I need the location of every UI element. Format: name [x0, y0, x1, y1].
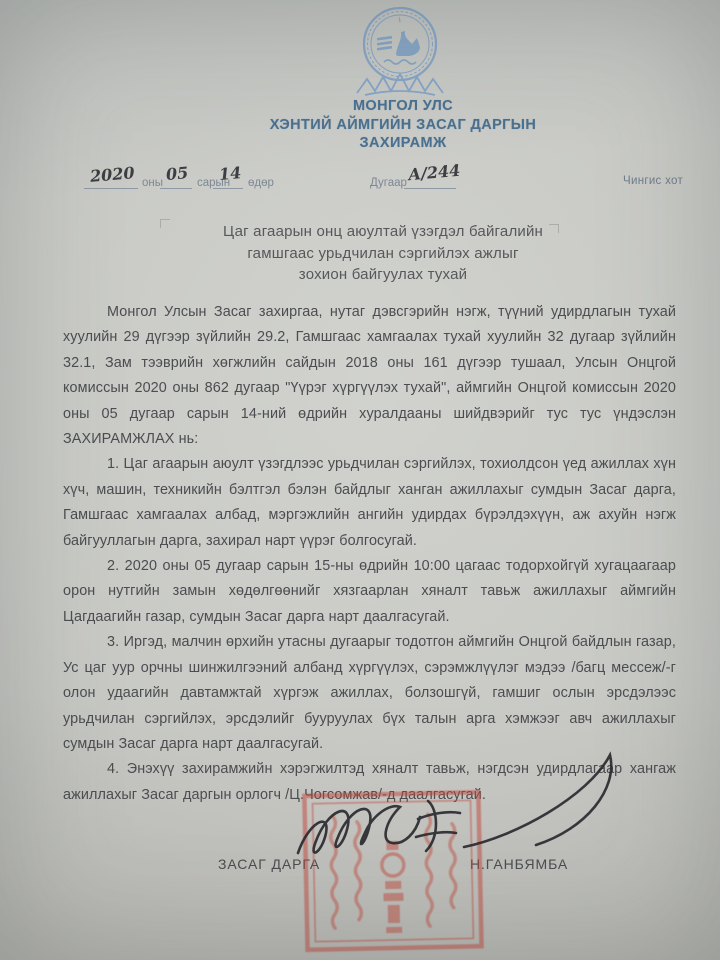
handwritten-doc-number: А/244: [407, 160, 462, 185]
document-type: ЗАХИРАМЖ: [359, 135, 447, 151]
decree-item-2: 2. 2020 оны 05 дугаар сарын 15-ны өдрийн 10:00 цагаас тодорхойгүй хугацаагаар орон нутгийн замын хөдөлгөөнийг хязгаарлан хяналт тавьж ажиллахыг аймгийн Цагдаагийн газар, сумдын Засаг дарга нарт даалгасугай.: [63, 558, 676, 625]
handwritten-month: 05: [165, 163, 190, 184]
signer-title: ЗАСАГ ДАРГА: [218, 856, 321, 872]
city-name: Чингис хот: [623, 175, 684, 187]
day-label: өдөр: [248, 177, 274, 189]
month-blank-line: [160, 187, 192, 189]
decree-body: [63, 300, 676, 808]
year-blank-line: [84, 187, 138, 189]
decree-item-1: 1. Цаг агаарын аюулт үзэгдлээс урьдчилан сэргийлэх, тохиолдсон үед ажиллах хүн хүч, машин, техникийн бэлтгэл бэлэн байдлыг ханган ажиллахыг сумдын Засаг дарга, Гамшгаас хамгаалах албад, мэргэжлийн ангийн удирдах бүрэлдэхүүн, аж ахуйн нэгж байгууллагын дарга, захирал нарт үүрэг болгосугай.: [63, 456, 676, 549]
date-number-line: [0, 160, 720, 203]
subject-line-2: гамшгаас урьдчилан сэргийлэх ажлыг: [247, 244, 519, 262]
country-name: МОНГОЛ УЛС: [352, 98, 454, 114]
mongolia-state-emblem-icon: [339, 3, 461, 97]
day-blank-line: [213, 187, 243, 189]
subject-line-1: Цаг агаарын онц аюултай үзэгдэл байгалийн: [222, 223, 544, 240]
letterhead: [203, 97, 603, 153]
issuing-authority: ХЭНТИЙ АЙМГИЙН ЗАСАГ ДАРГЫН: [269, 116, 537, 133]
signer-name: Н.ГАНБЯМБА: [470, 856, 569, 872]
handwritten-signature-icon: [268, 745, 648, 895]
subject-heading: [168, 221, 598, 286]
handwritten-day: 14: [218, 163, 243, 184]
decree-item-4: 4. Энэхүү захирамжийн хэрэгжилтэд хяналт тавьж, нэгдсэн удирдлагаар хангаж ажиллахыг Засаг даргын орлогч /Ц.Чогсомжав/-д даалгасугай.: [63, 761, 676, 803]
month-label: сарын: [197, 177, 231, 189]
preamble-paragraph: Монгол Улсын Засаг захиргаа, нутаг дэвсгэрийн нэгж, түүний удирдлагын тухай хуулийн 29 дүгээр зүйлийн 29.2, Гамшгаас хамгаалах тухай хуулийн 32 дугаар зүйлийн 32.1, Зам тээврийн хөгжлийн сайдын 2018 оны 161 дүгээр тушаал, Улсын Онцгой комиссын 2020 оны 862 дугаар "Үүрэг хүргүүлэх тухай", аймгийн Онцгой комиссын 2020 оны 05 дугаар сарын 14-ний өдрийн хуралдааны шийдвэрийг тус тус үндэслэн ЗАХИРАМЖЛАХ нь:: [63, 304, 676, 448]
decree-item-3: 3. Иргэд, малчин өрхийн утасны дугаарыг тодотгон аймгийн Онцгой байдлын газар, Ус цаг уур орчны шинжилгээний албанд хүргүүлэх, сэрэмжлүүлэг мэдээ /багц мессеж/-г олон удаагийн давтамжтай хүргэж ажиллах, болзошгүй, гамшиг ослын эрсдэлээс урьдчилан сэргийлэх, эрсдэлийг бууруулах бүх талын арга хэмжээг авч ажиллахыг сумдын Засаг дарга нарт даалгасугай.: [63, 634, 676, 752]
number-blank-line: [404, 187, 456, 189]
number-label: Дугаар: [370, 177, 407, 189]
year-label: оны: [142, 177, 164, 189]
handwritten-year: 2020: [89, 163, 136, 186]
subject-line-3: зохион байгуулах тухай: [298, 266, 468, 283]
